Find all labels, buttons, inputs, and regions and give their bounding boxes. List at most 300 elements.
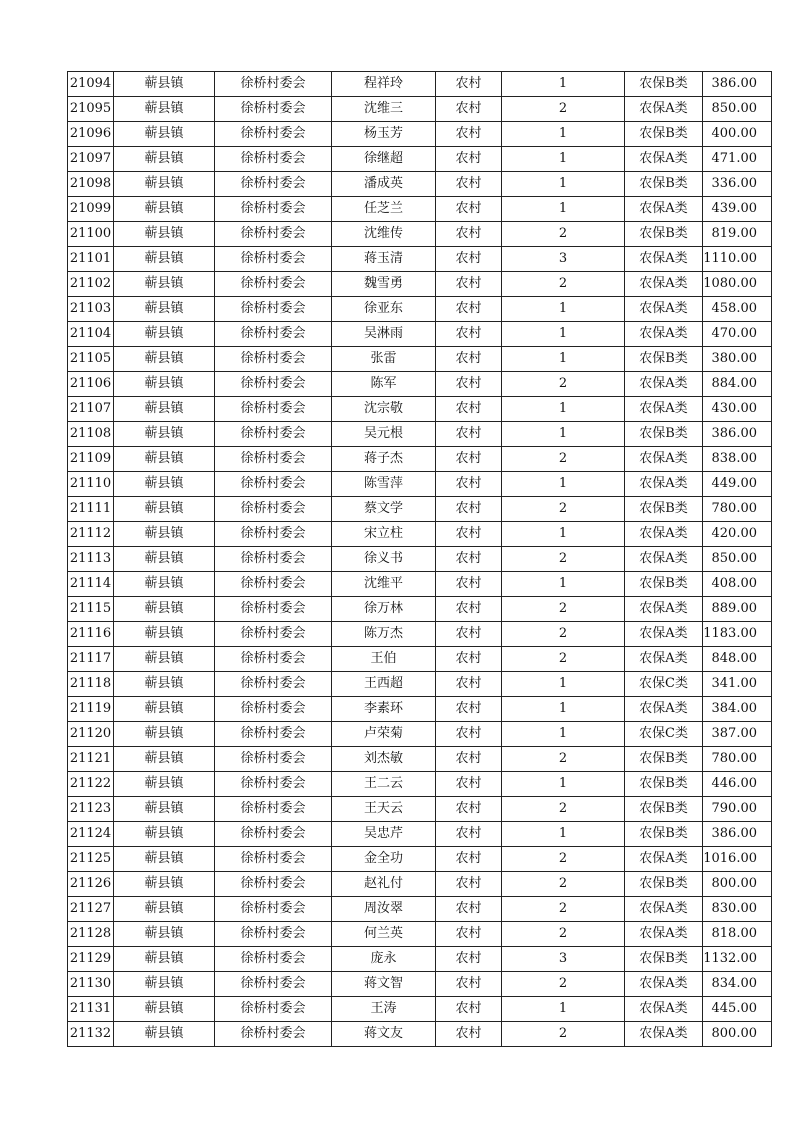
name-cell: 徐亚东 <box>332 297 436 322</box>
area-type-cell: 农村 <box>436 872 502 897</box>
name-cell: 金全功 <box>332 847 436 872</box>
table-row <box>68 547 772 572</box>
name-cell: 何兰英 <box>332 922 436 947</box>
area-type-cell: 农村 <box>436 72 502 97</box>
amount-cell: 336.00 <box>703 172 772 197</box>
amount-cell: 471.00 <box>703 147 772 172</box>
amount-cell: 458.00 <box>703 297 772 322</box>
insurance-class-cell: 农保B类 <box>625 122 703 147</box>
town-cell: 蕲县镇 <box>114 272 215 297</box>
record-id-cell: 21116 <box>68 622 114 647</box>
area-type-cell: 农村 <box>436 847 502 872</box>
record-id-cell: 21123 <box>68 797 114 822</box>
table-row <box>68 497 772 522</box>
household-count-cell: 3 <box>502 247 625 272</box>
area-type-cell: 农村 <box>436 622 502 647</box>
insurance-class-cell: 农保A类 <box>625 597 703 622</box>
record-id-cell: 21110 <box>68 472 114 497</box>
name-cell: 周汝翠 <box>332 897 436 922</box>
table-row <box>68 722 772 747</box>
record-id-cell: 21104 <box>68 322 114 347</box>
name-cell: 沈宗敬 <box>332 397 436 422</box>
household-count-cell: 2 <box>502 447 625 472</box>
area-type-cell: 农村 <box>436 772 502 797</box>
amount-cell: 445.00 <box>703 997 772 1022</box>
household-count-cell: 2 <box>502 497 625 522</box>
town-cell: 蕲县镇 <box>114 147 215 172</box>
amount-cell: 446.00 <box>703 772 772 797</box>
table-row <box>68 897 772 922</box>
insurance-class-cell: 农保A类 <box>625 622 703 647</box>
village-cell: 徐桥村委会 <box>215 497 332 522</box>
amount-cell: 800.00 <box>703 1022 772 1047</box>
record-id-cell: 21121 <box>68 747 114 772</box>
insurance-class-cell: 农保C类 <box>625 722 703 747</box>
town-cell: 蕲县镇 <box>114 172 215 197</box>
name-cell: 任芝兰 <box>332 197 436 222</box>
name-cell: 沈维传 <box>332 222 436 247</box>
name-cell: 蒋文智 <box>332 972 436 997</box>
village-cell: 徐桥村委会 <box>215 122 332 147</box>
record-id-cell: 21130 <box>68 972 114 997</box>
table-row <box>68 97 772 122</box>
village-cell: 徐桥村委会 <box>215 997 332 1022</box>
record-id-cell: 21096 <box>68 122 114 147</box>
village-cell: 徐桥村委会 <box>215 447 332 472</box>
insurance-class-cell: 农保A类 <box>625 972 703 997</box>
record-id-cell: 21118 <box>68 672 114 697</box>
insurance-class-cell: 农保B类 <box>625 872 703 897</box>
record-id-cell: 21117 <box>68 647 114 672</box>
table-row <box>68 972 772 997</box>
village-cell: 徐桥村委会 <box>215 897 332 922</box>
amount-cell: 386.00 <box>703 822 772 847</box>
village-cell: 徐桥村委会 <box>215 547 332 572</box>
town-cell: 蕲县镇 <box>114 572 215 597</box>
area-type-cell: 农村 <box>436 947 502 972</box>
area-type-cell: 农村 <box>436 122 502 147</box>
table-row <box>68 222 772 247</box>
amount-cell: 850.00 <box>703 547 772 572</box>
insurance-class-cell: 农保A类 <box>625 247 703 272</box>
household-count-cell: 2 <box>502 272 625 297</box>
name-cell: 徐万林 <box>332 597 436 622</box>
household-count-cell: 1 <box>502 572 625 597</box>
table-row <box>68 922 772 947</box>
village-cell: 徐桥村委会 <box>215 272 332 297</box>
town-cell: 蕲县镇 <box>114 697 215 722</box>
table-row <box>68 522 772 547</box>
household-count-cell: 1 <box>502 522 625 547</box>
record-id-cell: 21108 <box>68 422 114 447</box>
record-id-cell: 21105 <box>68 347 114 372</box>
town-cell: 蕲县镇 <box>114 722 215 747</box>
amount-cell: 1016.00 <box>703 847 772 872</box>
table-row <box>68 472 772 497</box>
area-type-cell: 农村 <box>436 647 502 672</box>
town-cell: 蕲县镇 <box>114 922 215 947</box>
household-count-cell: 2 <box>502 372 625 397</box>
area-type-cell: 农村 <box>436 422 502 447</box>
record-id-cell: 21125 <box>68 847 114 872</box>
village-cell: 徐桥村委会 <box>215 797 332 822</box>
name-cell: 王二云 <box>332 772 436 797</box>
household-count-cell: 1 <box>502 297 625 322</box>
amount-cell: 380.00 <box>703 347 772 372</box>
name-cell: 王西超 <box>332 672 436 697</box>
name-cell: 卢荣菊 <box>332 722 436 747</box>
table-row <box>68 247 772 272</box>
amount-cell: 449.00 <box>703 472 772 497</box>
amount-cell: 1110.00 <box>703 247 772 272</box>
village-cell: 徐桥村委会 <box>215 622 332 647</box>
amount-cell: 884.00 <box>703 372 772 397</box>
name-cell: 李素环 <box>332 697 436 722</box>
name-cell: 张雷 <box>332 347 436 372</box>
area-type-cell: 农村 <box>436 222 502 247</box>
name-cell: 沈维三 <box>332 97 436 122</box>
amount-cell: 408.00 <box>703 572 772 597</box>
name-cell: 徐义书 <box>332 547 436 572</box>
village-cell: 徐桥村委会 <box>215 672 332 697</box>
record-id-cell: 21119 <box>68 697 114 722</box>
name-cell: 杨玉芳 <box>332 122 436 147</box>
household-count-cell: 2 <box>502 1022 625 1047</box>
area-type-cell: 农村 <box>436 372 502 397</box>
area-type-cell: 农村 <box>436 247 502 272</box>
table-row <box>68 822 772 847</box>
household-count-cell: 1 <box>502 722 625 747</box>
table-row <box>68 872 772 897</box>
area-type-cell: 农村 <box>436 397 502 422</box>
village-cell: 徐桥村委会 <box>215 597 332 622</box>
amount-cell: 800.00 <box>703 872 772 897</box>
insurance-class-cell: 农保B类 <box>625 422 703 447</box>
name-cell: 陈雪萍 <box>332 472 436 497</box>
name-cell: 吴忠芹 <box>332 822 436 847</box>
amount-cell: 387.00 <box>703 722 772 747</box>
name-cell: 宋立柱 <box>332 522 436 547</box>
household-count-cell: 1 <box>502 322 625 347</box>
area-type-cell: 农村 <box>436 272 502 297</box>
area-type-cell: 农村 <box>436 547 502 572</box>
town-cell: 蕲县镇 <box>114 747 215 772</box>
table-row <box>68 947 772 972</box>
household-count-cell: 1 <box>502 347 625 372</box>
household-count-cell: 1 <box>502 122 625 147</box>
area-type-cell: 农村 <box>436 997 502 1022</box>
town-cell: 蕲县镇 <box>114 197 215 222</box>
table-row <box>68 297 772 322</box>
town-cell: 蕲县镇 <box>114 372 215 397</box>
insurance-class-cell: 农保A类 <box>625 922 703 947</box>
household-count-cell: 2 <box>502 97 625 122</box>
household-count-cell: 2 <box>502 872 625 897</box>
insurance-class-cell: 农保B类 <box>625 172 703 197</box>
insurance-class-cell: 农保A类 <box>625 372 703 397</box>
town-cell: 蕲县镇 <box>114 972 215 997</box>
record-id-cell: 21131 <box>68 997 114 1022</box>
table-row <box>68 772 772 797</box>
record-rows <box>68 72 772 1047</box>
name-cell: 沈维平 <box>332 572 436 597</box>
town-cell: 蕲县镇 <box>114 522 215 547</box>
village-cell: 徐桥村委会 <box>215 297 332 322</box>
area-type-cell: 农村 <box>436 897 502 922</box>
area-type-cell: 农村 <box>436 97 502 122</box>
village-cell: 徐桥村委会 <box>215 772 332 797</box>
name-cell: 吴淋雨 <box>332 322 436 347</box>
name-cell: 陈万杰 <box>332 622 436 647</box>
name-cell: 蒋子杰 <box>332 447 436 472</box>
insurance-class-cell: 农保A类 <box>625 97 703 122</box>
amount-cell: 819.00 <box>703 222 772 247</box>
insurance-class-cell: 农保A类 <box>625 522 703 547</box>
amount-cell: 400.00 <box>703 122 772 147</box>
name-cell: 魏雪勇 <box>332 272 436 297</box>
insurance-class-cell: 农保B类 <box>625 347 703 372</box>
table-row <box>68 347 772 372</box>
insurance-class-cell: 农保A类 <box>625 272 703 297</box>
town-cell: 蕲县镇 <box>114 672 215 697</box>
household-count-cell: 2 <box>502 922 625 947</box>
town-cell: 蕲县镇 <box>114 72 215 97</box>
town-cell: 蕲县镇 <box>114 397 215 422</box>
household-count-cell: 2 <box>502 647 625 672</box>
town-cell: 蕲县镇 <box>114 247 215 272</box>
amount-cell: 386.00 <box>703 72 772 97</box>
town-cell: 蕲县镇 <box>114 947 215 972</box>
amount-cell: 780.00 <box>703 497 772 522</box>
insurance-class-cell: 农保A类 <box>625 647 703 672</box>
name-cell: 庞永 <box>332 947 436 972</box>
household-count-cell: 1 <box>502 672 625 697</box>
table-row <box>68 672 772 697</box>
area-type-cell: 农村 <box>436 922 502 947</box>
area-type-cell: 农村 <box>436 722 502 747</box>
town-cell: 蕲县镇 <box>114 622 215 647</box>
insurance-class-cell: 农保A类 <box>625 197 703 222</box>
record-id-cell: 21115 <box>68 597 114 622</box>
record-id-cell: 21101 <box>68 247 114 272</box>
amount-cell: 386.00 <box>703 422 772 447</box>
household-count-cell: 2 <box>502 747 625 772</box>
area-type-cell: 农村 <box>436 572 502 597</box>
amount-cell: 834.00 <box>703 972 772 997</box>
table-row <box>68 397 772 422</box>
name-cell: 蒋文友 <box>332 1022 436 1047</box>
record-table <box>67 71 772 1047</box>
town-cell: 蕲县镇 <box>114 822 215 847</box>
record-id-cell: 21100 <box>68 222 114 247</box>
amount-cell: 850.00 <box>703 97 772 122</box>
village-cell: 徐桥村委会 <box>215 247 332 272</box>
town-cell: 蕲县镇 <box>114 322 215 347</box>
town-cell: 蕲县镇 <box>114 347 215 372</box>
name-cell: 徐继超 <box>332 147 436 172</box>
village-cell: 徐桥村委会 <box>215 572 332 597</box>
record-id-cell: 21097 <box>68 147 114 172</box>
village-cell: 徐桥村委会 <box>215 647 332 672</box>
record-id-cell: 21127 <box>68 897 114 922</box>
area-type-cell: 农村 <box>436 522 502 547</box>
insurance-class-cell: 农保A类 <box>625 1022 703 1047</box>
town-cell: 蕲县镇 <box>114 1022 215 1047</box>
household-count-cell: 1 <box>502 772 625 797</box>
amount-cell: 470.00 <box>703 322 772 347</box>
town-cell: 蕲县镇 <box>114 472 215 497</box>
name-cell: 王涛 <box>332 997 436 1022</box>
area-type-cell: 农村 <box>436 497 502 522</box>
record-id-cell: 21124 <box>68 822 114 847</box>
table-row <box>68 597 772 622</box>
household-count-cell: 2 <box>502 797 625 822</box>
amount-cell: 790.00 <box>703 797 772 822</box>
town-cell: 蕲县镇 <box>114 797 215 822</box>
household-count-cell: 1 <box>502 822 625 847</box>
village-cell: 徐桥村委会 <box>215 322 332 347</box>
amount-cell: 1132.00 <box>703 947 772 972</box>
record-id-cell: 21126 <box>68 872 114 897</box>
town-cell: 蕲县镇 <box>114 772 215 797</box>
record-id-cell: 21109 <box>68 447 114 472</box>
household-count-cell: 2 <box>502 222 625 247</box>
village-cell: 徐桥村委会 <box>215 522 332 547</box>
household-count-cell: 2 <box>502 847 625 872</box>
insurance-class-cell: 农保B类 <box>625 72 703 97</box>
name-cell: 蔡文学 <box>332 497 436 522</box>
table-row <box>68 197 772 222</box>
record-id-cell: 21114 <box>68 572 114 597</box>
amount-cell: 1183.00 <box>703 622 772 647</box>
area-type-cell: 农村 <box>436 747 502 772</box>
household-count-cell: 1 <box>502 422 625 447</box>
area-type-cell: 农村 <box>436 347 502 372</box>
record-id-cell: 21111 <box>68 497 114 522</box>
town-cell: 蕲县镇 <box>114 872 215 897</box>
area-type-cell: 农村 <box>436 697 502 722</box>
table-row <box>68 147 772 172</box>
village-cell: 徐桥村委会 <box>215 872 332 897</box>
name-cell: 程祥玲 <box>332 72 436 97</box>
town-cell: 蕲县镇 <box>114 97 215 122</box>
village-cell: 徐桥村委会 <box>215 747 332 772</box>
record-id-cell: 21129 <box>68 947 114 972</box>
town-cell: 蕲县镇 <box>114 122 215 147</box>
insurance-class-cell: 农保A类 <box>625 472 703 497</box>
town-cell: 蕲县镇 <box>114 447 215 472</box>
town-cell: 蕲县镇 <box>114 222 215 247</box>
insurance-class-cell: 农保A类 <box>625 547 703 572</box>
table-row <box>68 372 772 397</box>
insurance-class-cell: 农保A类 <box>625 697 703 722</box>
name-cell: 潘成英 <box>332 172 436 197</box>
area-type-cell: 农村 <box>436 322 502 347</box>
village-cell: 徐桥村委会 <box>215 922 332 947</box>
record-id-cell: 21120 <box>68 722 114 747</box>
village-cell: 徐桥村委会 <box>215 422 332 447</box>
insurance-class-cell: 农保A类 <box>625 297 703 322</box>
insurance-class-cell: 农保A类 <box>625 147 703 172</box>
household-count-cell: 2 <box>502 972 625 997</box>
household-count-cell: 1 <box>502 997 625 1022</box>
town-cell: 蕲县镇 <box>114 897 215 922</box>
table-row <box>68 847 772 872</box>
name-cell: 吴元根 <box>332 422 436 447</box>
amount-cell: 341.00 <box>703 672 772 697</box>
amount-cell: 384.00 <box>703 697 772 722</box>
table-row <box>68 572 772 597</box>
household-count-cell: 2 <box>502 897 625 922</box>
record-id-cell: 21102 <box>68 272 114 297</box>
table-row <box>68 622 772 647</box>
record-id-cell: 21098 <box>68 172 114 197</box>
table-row <box>68 697 772 722</box>
village-cell: 徐桥村委会 <box>215 972 332 997</box>
record-id-cell: 21132 <box>68 1022 114 1047</box>
record-id-cell: 21112 <box>68 522 114 547</box>
insurance-class-cell: 农保B类 <box>625 797 703 822</box>
record-id-cell: 21095 <box>68 97 114 122</box>
area-type-cell: 农村 <box>436 797 502 822</box>
household-count-cell: 3 <box>502 947 625 972</box>
record-id-cell: 21107 <box>68 397 114 422</box>
town-cell: 蕲县镇 <box>114 297 215 322</box>
area-type-cell: 农村 <box>436 297 502 322</box>
table-row <box>68 322 772 347</box>
village-cell: 徐桥村委会 <box>215 147 332 172</box>
table-row <box>68 997 772 1022</box>
insurance-class-cell: 农保B类 <box>625 572 703 597</box>
insurance-class-cell: 农保A类 <box>625 897 703 922</box>
village-cell: 徐桥村委会 <box>215 822 332 847</box>
town-cell: 蕲县镇 <box>114 547 215 572</box>
name-cell: 王伯 <box>332 647 436 672</box>
table-row <box>68 72 772 97</box>
household-count-cell: 1 <box>502 397 625 422</box>
village-cell: 徐桥村委会 <box>215 222 332 247</box>
amount-cell: 1080.00 <box>703 272 772 297</box>
area-type-cell: 农村 <box>436 1022 502 1047</box>
village-cell: 徐桥村委会 <box>215 1022 332 1047</box>
record-id-cell: 21099 <box>68 197 114 222</box>
household-count-cell: 1 <box>502 72 625 97</box>
village-cell: 徐桥村委会 <box>215 172 332 197</box>
table-row <box>68 272 772 297</box>
amount-cell: 818.00 <box>703 922 772 947</box>
household-count-cell: 2 <box>502 622 625 647</box>
amount-cell: 430.00 <box>703 397 772 422</box>
insurance-class-cell: 农保A类 <box>625 397 703 422</box>
village-cell: 徐桥村委会 <box>215 697 332 722</box>
town-cell: 蕲县镇 <box>114 497 215 522</box>
table-row <box>68 422 772 447</box>
village-cell: 徐桥村委会 <box>215 947 332 972</box>
record-id-cell: 21128 <box>68 922 114 947</box>
record-id-cell: 21122 <box>68 772 114 797</box>
household-count-cell: 1 <box>502 147 625 172</box>
amount-cell: 848.00 <box>703 647 772 672</box>
name-cell: 赵礼付 <box>332 872 436 897</box>
village-cell: 徐桥村委会 <box>215 847 332 872</box>
insurance-class-cell: 农保A类 <box>625 322 703 347</box>
table-row <box>68 747 772 772</box>
village-cell: 徐桥村委会 <box>215 347 332 372</box>
insurance-class-cell: 农保B类 <box>625 772 703 797</box>
village-cell: 徐桥村委会 <box>215 197 332 222</box>
amount-cell: 889.00 <box>703 597 772 622</box>
insurance-class-cell: 农保B类 <box>625 822 703 847</box>
